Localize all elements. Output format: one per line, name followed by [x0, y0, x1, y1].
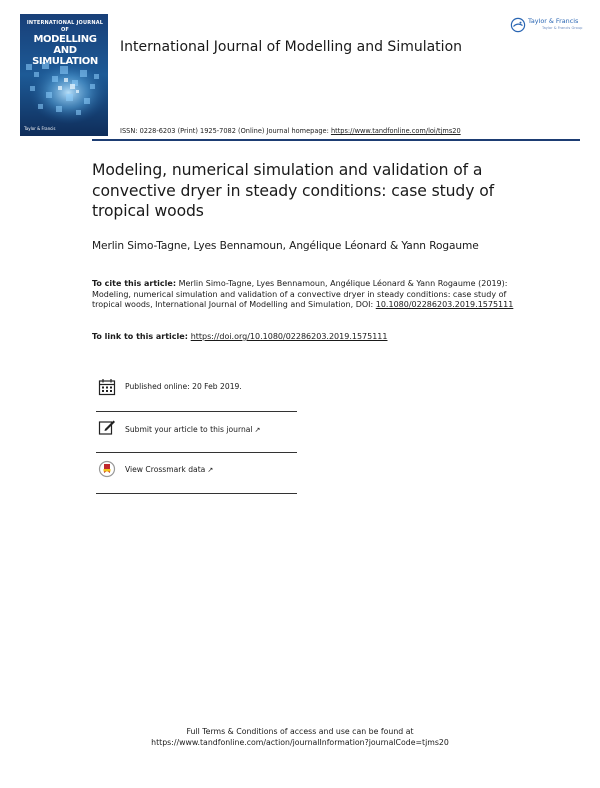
crossmark-link[interactable] — [125, 465, 213, 474]
journal-homepage-link[interactable]: https://www.tandfonline.com/loi/tjms20 — [330, 127, 461, 135]
crossmark-icon — [98, 460, 116, 478]
external-link-icon: ↗ — [254, 426, 261, 434]
article-link-block — [92, 332, 388, 341]
cover-title-line1: INTERNATIONAL JOURNAL OF — [26, 20, 104, 33]
published-row — [96, 372, 297, 412]
cover-title-line2: MODELLING AND — [33, 34, 97, 56]
cover-title-line3: SIMULATION — [32, 56, 98, 67]
citation-block — [92, 279, 524, 311]
publisher-logo-subtitle: Taylor & Francis Group — [542, 26, 583, 30]
citation-label: To cite this article: — [92, 279, 177, 288]
citation-doi-link[interactable]: 10.1080/02286203.2019.1575111 — [375, 300, 514, 310]
publisher-logo-name: Taylor & Francis — [528, 17, 579, 25]
header-rule — [92, 139, 580, 141]
article-doi-url[interactable]: https://doi.org/10.1080/02286203.2019.1575111 — [190, 332, 388, 341]
edit-icon — [98, 418, 116, 436]
publisher-logo-icon — [510, 17, 526, 33]
submit-article-label: Submit your article to this journal — [125, 425, 253, 434]
cover-publisher-mark: Taylor & Francis — [24, 126, 56, 131]
citation-text: Merlin Simo-Tagne, Lyes Bennamoun, Angélique Léonard & Yann Rogaume (2019): Modeling, numerical simulation and validation of a convective dryer in steady conditions: case study of tropical woods, International Journal of Modelling and Simulation, DOI: — [92, 279, 508, 310]
crossmark-label: View Crossmark data — [125, 465, 206, 474]
footer-terms-url[interactable]: https://www.tandfonline.com/action/journalInformation?journalCode=tjms20 — [151, 737, 449, 747]
external-link-icon: ↗ — [207, 466, 214, 474]
article-authors: Merlin Simo-Tagne, Lyes Bennamoun, Angélique Léonard & Yann Rogaume — [92, 240, 479, 252]
journal-name: International Journal of Modelling and Simulation — [120, 39, 463, 55]
submit-row[interactable] — [96, 412, 297, 453]
issn-text: ISSN: 0228-6203 (Print) 1925-7082 (Online) Journal homepage: — [120, 127, 331, 135]
footer-terms-text: Full Terms & Conditions of access and use can be found at — [186, 727, 414, 736]
article-title: Modeling, numerical simulation and validation of a convective dryer in steady conditions: case study of tropical woods — [92, 161, 495, 220]
published-online-text: Published online: 20 Feb 2019. — [125, 382, 242, 391]
footer — [0, 727, 600, 748]
cover-title — [24, 20, 106, 67]
publisher-logo — [508, 14, 588, 40]
calendar-icon — [98, 378, 116, 396]
crossmark-row[interactable] — [96, 453, 297, 494]
journal-cover — [20, 14, 108, 136]
submit-article-link[interactable] — [125, 425, 260, 434]
divider — [96, 493, 297, 494]
article-link-label: To link to this article: — [92, 332, 191, 341]
issn-line — [120, 127, 461, 135]
